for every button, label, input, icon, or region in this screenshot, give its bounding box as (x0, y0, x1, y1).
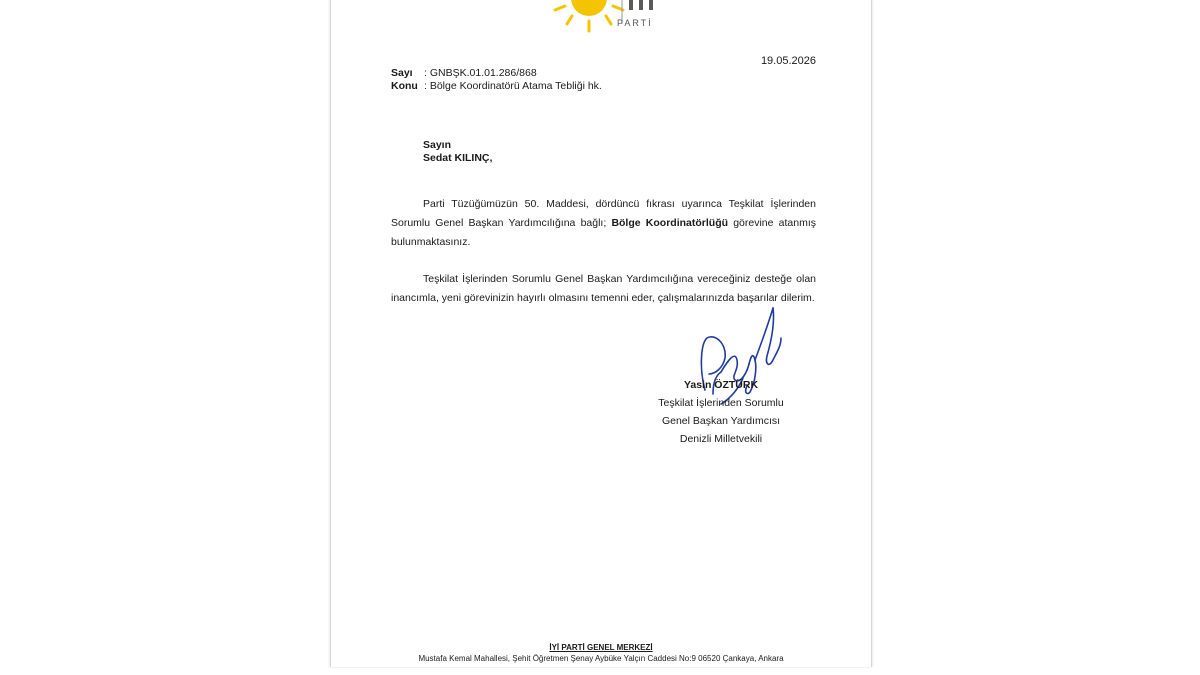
letter-meta (391, 67, 602, 93)
reference-number-row (391, 67, 602, 80)
letter-footer (331, 642, 871, 664)
paragraph-1-text-start: Parti Tüzüğümüzün 50. Maddesi, dördüncü fıkrası uyarınca Teşkilat İşlerinden Sorumlu Genel Başkan Yardımcılığına bağlı; (391, 198, 816, 229)
logo-text: PARTİ (617, 18, 653, 28)
recipient-name: Sedat KILINÇ, (423, 152, 493, 164)
reference-label: Sayı (391, 67, 413, 79)
subject-label: Konu (391, 80, 418, 92)
footer-address: Mustafa Kemal Mahallesi, Şehit Öğretmen Şenay Aybüke Yalçın Caddesi No:9 06520 Çankaya, Ankara (418, 654, 784, 663)
signatory-block (621, 376, 821, 448)
reference-value: : GNBŞK.01.01.286/868 (424, 67, 537, 79)
signatory-name: Yasin ÖZTÜRK (683, 379, 759, 391)
signatory-title-2: Genel Başkan Yardımcısı (661, 415, 781, 427)
subject-row (391, 80, 602, 93)
subject-value: : Bölge Koordinatörü Atama Tebliği hk. (424, 80, 602, 92)
signatory-title-1: Teşkilat İşlerinden Sorumlu (658, 397, 784, 409)
body-paragraph-1 (391, 195, 816, 252)
footer-organization: İYİ PARTİ GENEL MERKEZİ (549, 643, 653, 652)
letter-date: 19.05.2026 (760, 55, 816, 67)
signatory-title-3: Denizli Milletvekili (679, 433, 763, 445)
body-paragraph-2: Teşkilat İşlerinden Sorumlu Genel Başkan Yardımcılığına vereceğiniz desteğe olan inancımla, yeni görevinizin hayırlı olmasını temenni eder, çalışmalarınızda başarılar dilerim. (391, 273, 816, 304)
salutation-block (423, 139, 492, 165)
salutation: Sayın (423, 139, 452, 151)
position-title: Bölge Koordinatörlüğü (611, 217, 729, 229)
paragraph-1-text-end: görevine atanmış bulunmaktasınız. (391, 217, 817, 248)
document-page (330, 0, 872, 667)
